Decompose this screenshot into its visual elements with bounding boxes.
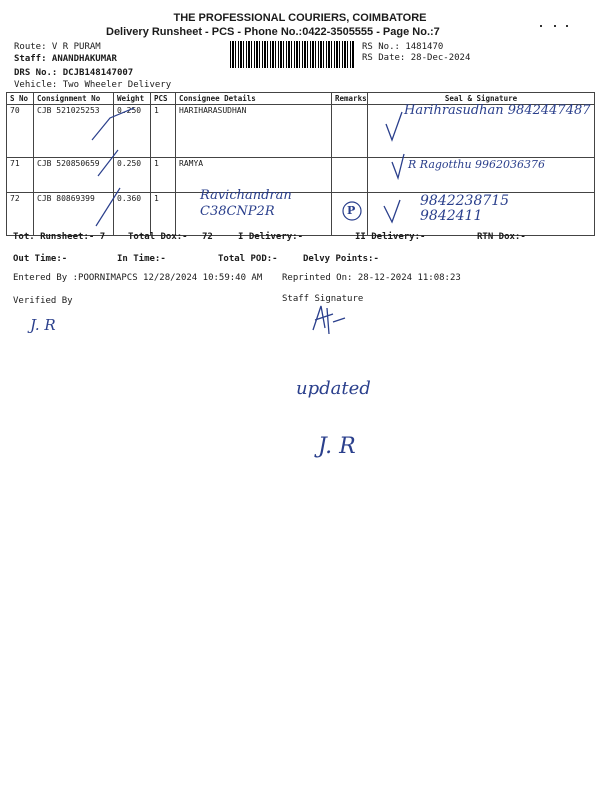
total-pod: Total POD:-: [218, 254, 278, 264]
runsheet-subtitle: Delivery Runsheet - PCS - Phone No.:0422-3505555 - Page No.:7: [106, 26, 440, 38]
tick-mark-70: [386, 112, 402, 140]
col-weight: Weight: [114, 93, 151, 105]
cell-consignment: CJB 521025253: [34, 105, 114, 158]
total-dox-value: 72: [202, 232, 213, 242]
check-stroke-71: [98, 150, 118, 176]
check-stroke-70: [92, 108, 134, 140]
total-dox-label: Total Dox:-: [128, 232, 188, 242]
rtn-dox: RTN Dox:-: [477, 232, 526, 242]
out-time: Out Time:-: [13, 254, 68, 264]
reprinted-on: Reprinted On: 28-12-2024 11:08:23: [282, 273, 461, 283]
signature-70: Harihrasudhan 9842447487: [404, 103, 591, 118]
cell-consignee: RAMYA: [176, 158, 332, 193]
tick-mark-71: [392, 154, 404, 178]
cell-pcs: 1: [151, 193, 176, 236]
tick-mark-72: [384, 200, 400, 222]
cell-sno: 70: [7, 105, 34, 158]
col-remarks: Remarks: [332, 93, 368, 105]
cell-pcs: 1: [151, 105, 176, 158]
verified-by-label: Verified By: [13, 296, 73, 306]
vehicle-label: Vehicle: Two Wheeler Delivery: [14, 80, 172, 90]
drs-number: DRS No.: DCJB148147007: [14, 68, 134, 78]
staff-signature-scribble: [305, 300, 350, 340]
route-label: Route: V R PURAM: [14, 42, 101, 52]
initials-bottom: J. R: [318, 434, 356, 459]
cell-pcs: 1: [151, 158, 176, 193]
cell-consignment: CJB 80869399: [34, 193, 114, 236]
check-stroke-72: [96, 188, 120, 226]
signature-71: R Ragotthu 9962036376: [408, 158, 546, 171]
cell-weight: 0.250: [114, 105, 151, 158]
handwritten-consignee: Ravichandran C38CNP2R: [200, 188, 292, 219]
staff-signature-label: Staff Signature: [282, 294, 364, 304]
rs-number: RS No.: 1481470: [362, 42, 444, 52]
cell-consignment: CJB 520850659: [34, 158, 114, 193]
signature-72: 9842238715 9842411: [420, 193, 510, 224]
in-time: In Time:-: [117, 254, 166, 264]
delvy-points: Delvy Points:-: [303, 254, 379, 264]
stamp-letter: P: [347, 204, 356, 217]
entered-by: Entered By :POORNIMAPCS 12/28/2024 10:59:40 AM: [13, 273, 263, 283]
staff-label: Staff: ANANDHAKUMAR: [14, 54, 117, 64]
ii-delivery: II Delivery:-: [355, 232, 426, 242]
col-pcs: PCS: [151, 93, 176, 105]
cell-sno: 72: [7, 193, 34, 236]
col-sno: S No: [7, 93, 34, 105]
col-signature: Seal & Signature: [368, 93, 595, 105]
updated-note: updated: [296, 378, 371, 399]
cell-weight: 0.360: [114, 193, 151, 236]
col-consignment: Consignment No: [34, 93, 114, 105]
col-consignee: Consignee Details: [176, 93, 332, 105]
company-title: THE PROFESSIONAL COURIERS, COIMBATORE: [173, 12, 427, 24]
rs-date: RS Date: 28-Dec-2024: [362, 53, 471, 63]
initials-verified: J. R: [30, 316, 56, 334]
cell-consignee: HARIHARASUDHAN: [176, 105, 332, 158]
i-delivery: I Delivery:-: [238, 232, 304, 242]
cell-weight: 0.250: [114, 158, 151, 193]
tot-runsheet: Tot. Runsheet:- 7: [13, 232, 106, 242]
cell-sno: 71: [7, 158, 34, 193]
